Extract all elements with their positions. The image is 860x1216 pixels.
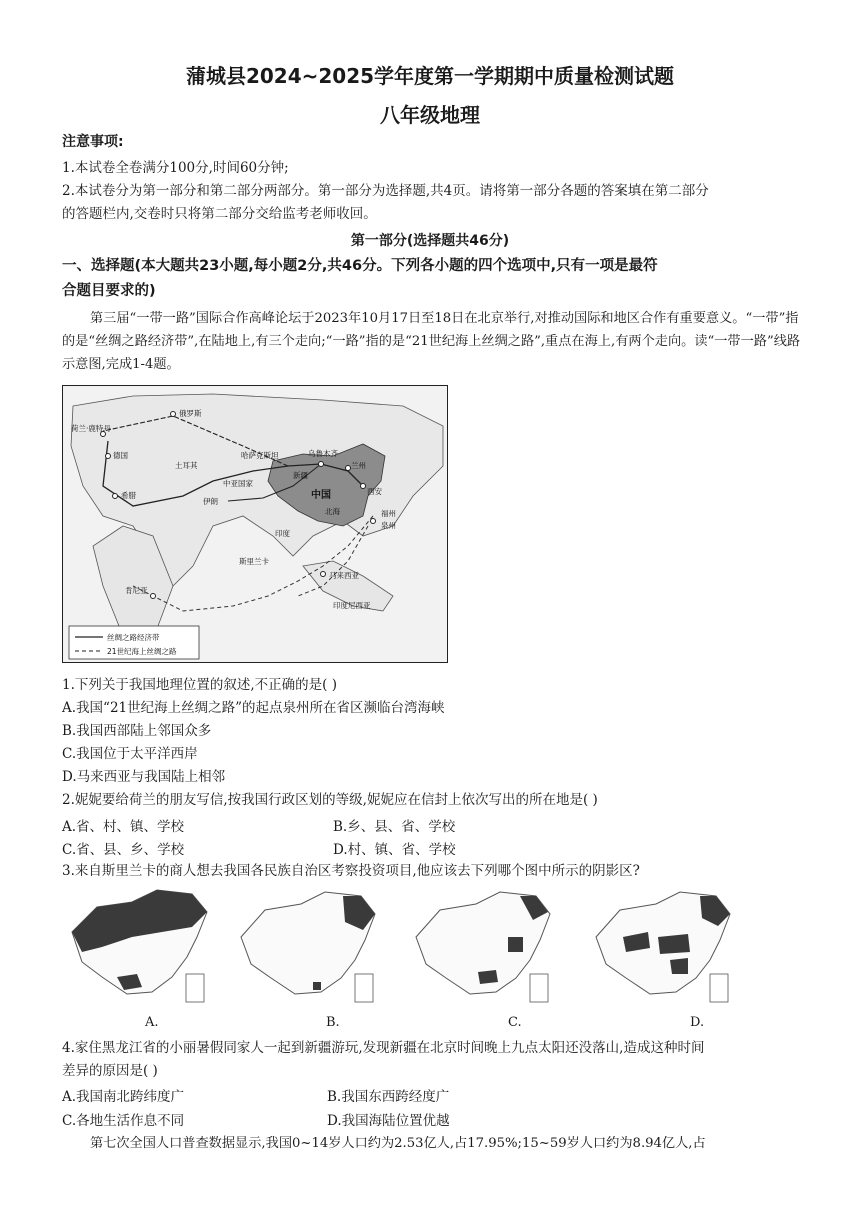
note-2: 2.本试卷分为第一部分和第二部分两部分。第一部分为选择题,共4页。请将第一部分各题的答案填在第二部分	[62, 183, 709, 199]
note-2-cont: 的答题栏内,交卷时只将第二部分交给监考老师收回。	[62, 206, 377, 222]
q3-label-a: A.	[145, 1015, 159, 1030]
q1-stem: 1.下列关于我国地理位置的叙述,不正确的是( )	[62, 677, 337, 693]
map-label-lanzhou: 兰州	[351, 461, 366, 470]
q3-map-d	[588, 882, 738, 1010]
q2-stem: 2.妮妮要给荷兰的朋友写信,按我国行政区划的等级,妮妮应在信封上依次写出的所在地是( )	[62, 792, 598, 808]
q3-stem: 3.来自斯里兰卡的商人想去我国各民族自治区考察投资项目,他应该去下列哪个图中所示的阴影区?	[62, 863, 640, 879]
q3-map-c	[408, 882, 558, 1010]
q4-option-d: D.我国海陆位置优越	[327, 1113, 450, 1129]
map-label-greece: 希腊	[121, 491, 136, 500]
q3-map-a	[62, 882, 212, 1010]
map-label-indonesia: 印度尼西亚	[333, 601, 371, 610]
q3-label-b: B.	[326, 1015, 340, 1030]
passage-census: 第七次全国人口普查数据显示,我国0~14岁人口约为2.53亿人,占17.95%;15~59岁人口约为8.94亿人,占	[90, 1136, 706, 1151]
map-label-central-asia: 中亚国家	[223, 479, 253, 488]
legend-sea: 21世纪海上丝绸之路	[107, 647, 177, 656]
section-heading-line1: 一、选择题(本大题共23小题,每小题2分,共46分。下列各小题的四个选项中,只有一项是最符	[62, 258, 658, 274]
map-label-malaysia: 马来西亚	[329, 571, 359, 580]
q4-stem-line1: 4.家住黑龙江省的小丽暑假同家人一起到新疆游玩,发现新疆在北京时间晚上九点太阳还没落山,造成这种时间	[62, 1040, 705, 1056]
notes-heading: 注意事项:	[62, 134, 124, 150]
map-label-india: 印度	[275, 529, 290, 538]
legend-land: 丝绸之路经济带	[107, 633, 160, 642]
map-label-beihai: 北海	[325, 507, 340, 516]
q4-stem-line2: 差异的原因是( )	[62, 1063, 158, 1079]
q3-map-b	[233, 882, 383, 1010]
map-graphic	[63, 386, 448, 663]
map-label-xian: 西安	[367, 487, 382, 496]
section-heading-line2: 合题目要求的)	[62, 283, 156, 299]
q3-label-c: C.	[508, 1015, 522, 1030]
q2-option-d: D.村、镇、省、学校	[333, 842, 456, 858]
map-label-quanzhou: 泉州	[381, 521, 396, 530]
map-label-sri-lanka: 斯里兰卡	[239, 557, 269, 566]
map-label-urumqi: 乌鲁木齐	[308, 449, 338, 458]
passage-belt-road: 第三届“一带一路”国际合作高峰论坛于2023年10月17日至18日在北京举行,对推动国际和地区合作有重要意义。“一带”指的是“丝绸之路经济带”,在陆地上,有三个走向;“一路”指的是“21世纪海上丝绸之路”,重点在海上,有两个走向。读“一带一路”线路示意图,完成1-4题。	[62, 311, 801, 372]
q2-option-c: C.省、县、乡、学校	[62, 842, 185, 858]
q1-option-a: A.我国“21世纪海上丝绸之路”的起点泉州所在省区濒临台湾海峡	[62, 700, 445, 716]
map-label-xinjiang: 新疆	[293, 471, 308, 480]
note-1: 1.本试卷全卷满分100分,时间60分钟;	[62, 160, 289, 176]
map-label-russia: 俄罗斯	[179, 409, 202, 418]
map-label-kenya: 肯尼亚	[125, 586, 148, 595]
q4-option-c: C.各地生活作息不同	[62, 1113, 185, 1129]
belt-road-map	[62, 385, 448, 663]
q1-option-c: C.我国位于太平洋西岸	[62, 746, 198, 762]
map-label-turkey: 土耳其	[175, 461, 198, 470]
q2-option-a: A.省、村、镇、学校	[62, 819, 185, 835]
map-label-germany: 德国	[113, 451, 128, 460]
q1-option-b: B.我国西部陆上邻国众多	[62, 723, 212, 739]
map-label-netherlands: 荷兰·鹿特丹	[71, 424, 111, 433]
q2-option-b: B.乡、县、省、学校	[333, 819, 456, 835]
q3-label-d: D.	[690, 1015, 705, 1030]
q4-option-b: B.我国东西跨经度广	[327, 1089, 450, 1105]
map-label-iran: 伊朗	[203, 497, 218, 506]
q4-option-a: A.我国南北跨纬度广	[62, 1089, 185, 1105]
exam-title: 蒲城县2024~2025学年度第一学期期中质量检测试题	[185, 64, 675, 88]
q1-option-d: D.马来西亚与我国陆上相邻	[62, 769, 226, 785]
map-label-kazakh: 哈萨克斯坦	[241, 451, 279, 460]
map-label-fuzhou: 福州	[381, 509, 396, 518]
part1-heading: 第一部分(选择题共46分)	[350, 233, 510, 249]
exam-subtitle: 八年级地理	[380, 103, 480, 127]
map-label-china: 中国	[311, 490, 331, 501]
